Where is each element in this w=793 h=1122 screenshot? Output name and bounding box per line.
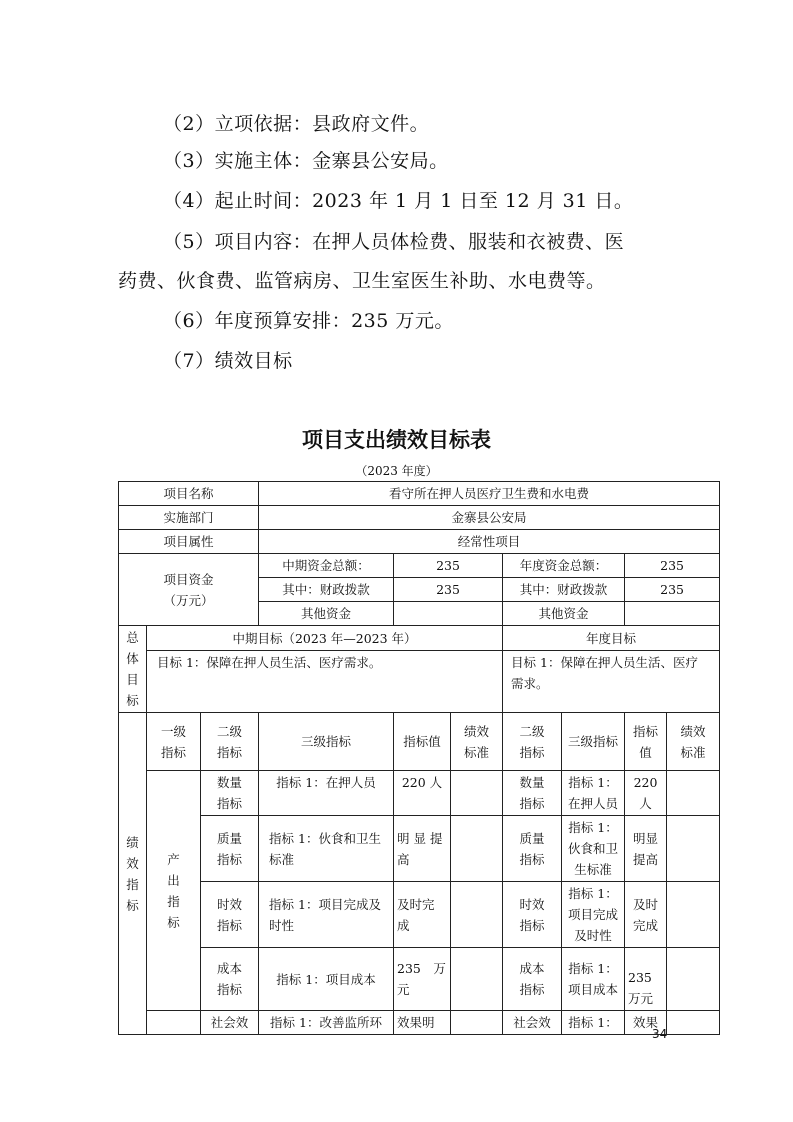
table-row-quantity-valr: 220 人: [625, 771, 667, 816]
funds-label: 项目资金 （万元）: [119, 554, 259, 626]
fiscal-mid-value: 235: [394, 578, 503, 602]
table-row-timeliness-l3r: 指标 1： 项目完成 及时性: [562, 882, 625, 948]
table-row-cost-std: [451, 948, 503, 1011]
table-row-quantity-l2: 数量 指标: [201, 771, 259, 816]
table-year: （2023 年度）: [355, 464, 438, 478]
table-row-social-l1: [147, 1011, 201, 1035]
other-label-mid: 其他资金: [259, 602, 394, 626]
paragraph-goal: （7）绩效目标: [163, 350, 293, 372]
table-row-timeliness-l2r: 时效 指标: [503, 882, 562, 948]
header-value-year: 指标 值: [625, 713, 667, 771]
table-row-timeliness-val: 及时完 成: [394, 882, 451, 948]
table-row-timeliness-std: [451, 882, 503, 948]
perf-indicator-label: 绩 效 指 标: [119, 713, 147, 1035]
table-row-social-valr: 效果: [625, 1011, 667, 1035]
paragraph-period: （4）起止时间：2023 年 1 月 1 日至 12 月 31 日。: [163, 190, 634, 212]
mid-total-value: 235: [394, 554, 503, 578]
table-row-cost-l2: 成本 指标: [201, 948, 259, 1011]
paragraph-basis: （2）立项依据：县政府文件。: [163, 113, 430, 135]
fiscal-year-value: 235: [625, 578, 720, 602]
header-standard: 绩效 标准: [451, 713, 503, 771]
fiscal-label-mid: 其中：财政拨款: [259, 578, 394, 602]
header-value: 指标值: [394, 713, 451, 771]
table-row-quantity-val: 220 人: [394, 771, 451, 816]
paragraph-content-line2: 药费、伙食费、监管病房、卫生室医生补助、水电费等。: [118, 270, 606, 292]
paragraph-budget: （6）年度预算安排：235 万元。: [163, 310, 454, 332]
fiscal-label-year: 其中：财政拨款: [503, 578, 625, 602]
table-row-social-l2: 社会效: [201, 1011, 259, 1035]
project-name-value: 看守所在押人员医疗卫生费和水电费: [259, 482, 720, 506]
table-row-quality-stdr: [667, 816, 720, 882]
table-row-quantity-l2r: 数量 指标: [503, 771, 562, 816]
table-row-timeliness-stdr: [667, 882, 720, 948]
table-row-quality-l3r: 指标 1： 伙食和卫 生标准: [562, 816, 625, 882]
table-row-cost-l3: 指标 1：项目成本: [259, 948, 394, 1011]
table-row-quantity-l3r: 指标 1： 在押人员: [562, 771, 625, 816]
table-title: 项目支出绩效目标表: [302, 428, 491, 452]
table-row-cost-l2r: 成本 指标: [503, 948, 562, 1011]
mid-goal-header: 中期目标（2023 年—2023 年）: [147, 626, 503, 651]
attr-label: 项目属性: [119, 530, 259, 554]
table-row-quality-l3: 指标 1：伙食和卫生 标准: [259, 816, 394, 882]
table-row-social-stdr: [667, 1011, 720, 1035]
overall-goal-label: 总 体 目 标: [119, 626, 147, 713]
other-mid-value: [394, 602, 503, 626]
table-row-quality-l2r: 质量 指标: [503, 816, 562, 882]
header-level1: 一级 指标: [147, 713, 201, 771]
table-row-quality-std: [451, 816, 503, 882]
table-row-quality-val: 明 显 提 高: [394, 816, 451, 882]
header-standard-year: 绩效 标准: [667, 713, 720, 771]
table-row-quantity-stdr: [667, 771, 720, 816]
table-row-cost-valr: 235 万元: [625, 948, 667, 1011]
table-row-social-l3r: 指标 1：: [562, 1011, 625, 1035]
table-row-social-l2r: 社会效: [503, 1011, 562, 1035]
attr-value: 经常性项目: [259, 530, 720, 554]
output-indicator-label: 产 出 指 标: [147, 771, 201, 1011]
table-row-timeliness-l3: 指标 1：项目完成及 时性: [259, 882, 394, 948]
table-row-cost-l3r: 指标 1： 项目成本: [562, 948, 625, 1011]
paragraph-content-line1: （5）项目内容：在押人员体检费、服装和衣被费、医: [163, 231, 625, 253]
year-goal-text: 目标 1：保障在押人员生活、医疗 需求。: [503, 651, 720, 713]
dept-value: 金寨县公安局: [259, 506, 720, 530]
other-year-value: [625, 602, 720, 626]
table-row-quality-l2: 质量 指标: [201, 816, 259, 882]
performance-table: [118, 481, 720, 1035]
table-row-quantity-std: [451, 771, 503, 816]
paragraph-subject: （3）实施主体：金寨县公安局。: [163, 150, 449, 172]
dept-label: 实施部门: [119, 506, 259, 530]
table-row-timeliness-l2: 时效 指标: [201, 882, 259, 948]
other-label-year: 其他资金: [503, 602, 625, 626]
table-row-social-val: 效果明: [394, 1011, 451, 1035]
table-row-cost-stdr: [667, 948, 720, 1011]
mid-total-label: 中期资金总额：: [259, 554, 394, 578]
table-row-social-std: [451, 1011, 503, 1035]
table-row-quantity-l3: 指标 1：在押人员: [259, 771, 394, 816]
table-row-quality-valr: 明显 提高: [625, 816, 667, 882]
year-total-label: 年度资金总额：: [503, 554, 625, 578]
table-row-timeliness-valr: 及时 完成: [625, 882, 667, 948]
table-row-social-l3: 指标 1：改善监所环: [259, 1011, 394, 1035]
header-level3: 三级指标: [259, 713, 394, 771]
year-goal-header: 年度目标: [503, 626, 720, 651]
header-level2-year: 二级 指标: [503, 713, 562, 771]
mid-goal-text: 目标 1：保障在押人员生活、医疗需求。: [147, 651, 503, 713]
header-level2: 二级 指标: [201, 713, 259, 771]
table-row-cost-val: 235 万 元: [394, 948, 451, 1011]
header-level3-year: 三级指标: [562, 713, 625, 771]
project-name-label: 项目名称: [119, 482, 259, 506]
page-number: 34: [652, 1027, 668, 1041]
year-total-value: 235: [625, 554, 720, 578]
